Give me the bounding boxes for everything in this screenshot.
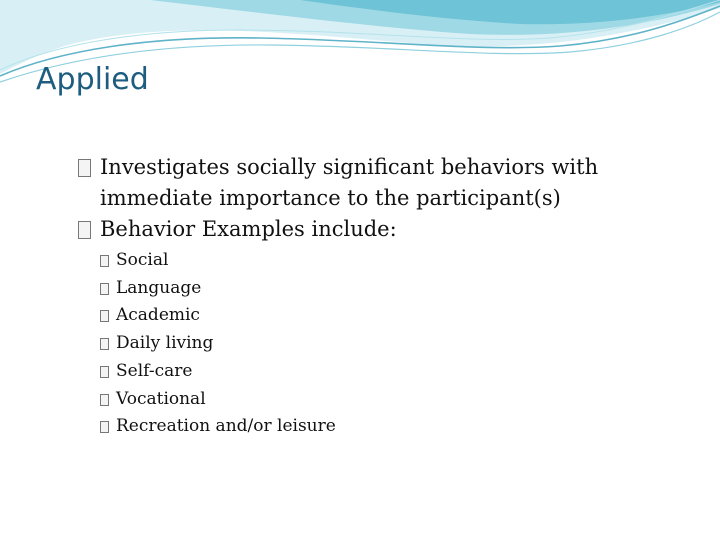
sub-bullet-text: Social [116, 250, 169, 270]
sub-bullet-text: Language [116, 277, 202, 298]
sub-bullet-item [100, 247, 678, 275]
sub-bullet-list [78, 247, 678, 441]
sub-bullet-text: Daily living [116, 333, 214, 354]
sub-bullet-item [100, 386, 678, 414]
box-bullet-icon [100, 302, 109, 332]
sub-bullet-text: Recreation and/or leisure [116, 416, 336, 437]
sub-bullet-item [100, 302, 678, 330]
sub-bullet-text: Academic [116, 305, 200, 326]
bullet-item [78, 152, 678, 214]
sub-bullet-text: Vocational [116, 388, 206, 409]
box-bullet-icon [100, 413, 109, 443]
sub-bullet-item [100, 330, 678, 358]
sub-bullet-item [100, 358, 678, 386]
sub-bullet-text: Self-care [116, 360, 193, 381]
slide-title: Applied [36, 62, 149, 97]
sub-bullet-item [100, 413, 678, 441]
box-bullet-icon [100, 358, 109, 388]
box-bullet-icon [100, 386, 109, 416]
box-bullet-icon [78, 152, 91, 186]
box-bullet-icon [100, 330, 109, 360]
box-bullet-icon [100, 275, 109, 305]
box-bullet-icon [78, 214, 91, 248]
sub-bullet-item [100, 275, 678, 303]
bullet-text: Behavior Examples include: [100, 217, 397, 241]
box-bullet-icon [100, 247, 109, 277]
bullet-text: Investigates socially significant behaviors with immediate importance to the participant(s) [100, 155, 599, 210]
bullet-item [78, 214, 678, 245]
slide-content [78, 152, 678, 441]
